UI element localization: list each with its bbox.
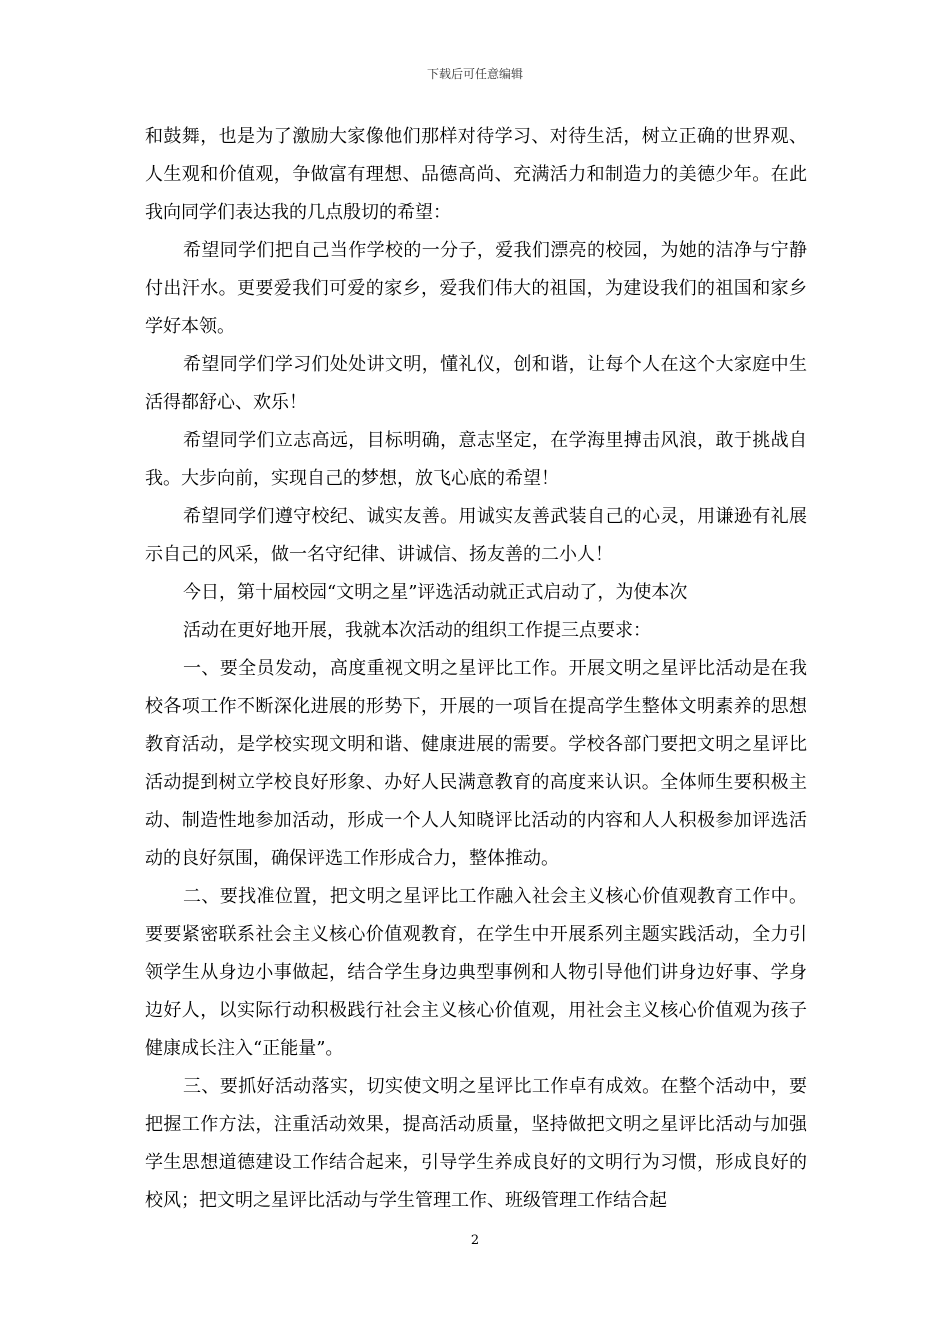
page-header: 下载后可任意编辑	[426, 67, 523, 81]
paragraph-requirement-two: 二、要找准位置，把文明之星评比工作融入社会主义核心价值观教育工作中。要要紧密联系社会主义核心价值观教育，在学生中开展系列主题实践活动，全力引领学生从身边小事做起，结合学生身边典型事例和人物引导他们讲身边好事、学身边好人，以实际行动积极践行社会主义核心价值观，用社会主义核心价值观为孩子健康成长注入“正能量”。	[145, 886, 807, 1059]
paragraph-requirement-one: 一、要全员发动，高度重视文明之星评比工作。开展文明之星评比活动是在我校各项工作不断深化进展的形势下，开展的一项旨在提高学生整体文明素养的思想教育活动，是学校实现文明和谐、健康进展的需要。学校各部门要把文明之星评比活动提到树立学校良好形象、办好人民满意教育的高度来认识。全体师生要积极主动、制造性地参加活动，形成一个人人知晓评比活动的内容和人人积极参加评选活动的良好氛围，确保评选工作形成合力，整体推动。	[145, 658, 807, 869]
paragraph-announcement-line1: 今日，第十届校园“文明之星”评选活动就正式启动了，为使本次	[183, 582, 688, 603]
paragraph-hope-campus: 希望同学们把自己当作学校的一分子，爱我们漂亮的校园，为她的洁净与宁静付出汗水。更要爱我们可爱的家乡，爱我们伟大的祖国，为建设我们的祖国和家乡学好本领。	[145, 240, 807, 337]
paragraph-announcement-line2: 活动在更好地开展，我就本次活动的组织工作提三点要求：	[183, 620, 651, 641]
paragraph-hope-ambition: 希望同学们立志高远，目标明确，意志坚定，在学海里搏击风浪，敢于挑战自我。大步向前，实现自己的梦想，放飞心底的希望！	[145, 430, 807, 489]
paragraph-requirement-three: 三、要抓好活动落实，切实使文明之星评比工作卓有成效。在整个活动中，要把握工作方法，注重活动效果，提高活动质量，坚持做把文明之星评比活动与加强学生思想道德建设工作结合起来，引导学生养成良好的文明行为习惯，形成良好的校风；把文明之星评比活动与学生管理工作、班级管理工作结合起	[145, 1076, 807, 1211]
paragraph-hope-civility: 希望同学们学习们处处讲文明，懂礼仪，创和谐，让每个人在这个大家庭中生活得都舒心、欢乐！	[145, 354, 807, 413]
page-number: 2	[470, 1233, 480, 1248]
document-body	[145, 118, 807, 1220]
paragraph-continuation: 和鼓舞，也是为了激励大家像他们那样对待学习、对待生活，树立正确的世界观、人生观和价值观，争做富有理想、品德高尚、充满活力和制造力的美德少年。在此我向同学们表达我的几点殷切的希望：	[145, 126, 807, 223]
paragraph-hope-discipline: 希望同学们遵守校纪、诚实友善。用诚实友善武装自己的心灵，用谦逊有礼展示自己的风采，做一名守纪律、讲诚信、扬友善的二小人！	[145, 506, 807, 565]
